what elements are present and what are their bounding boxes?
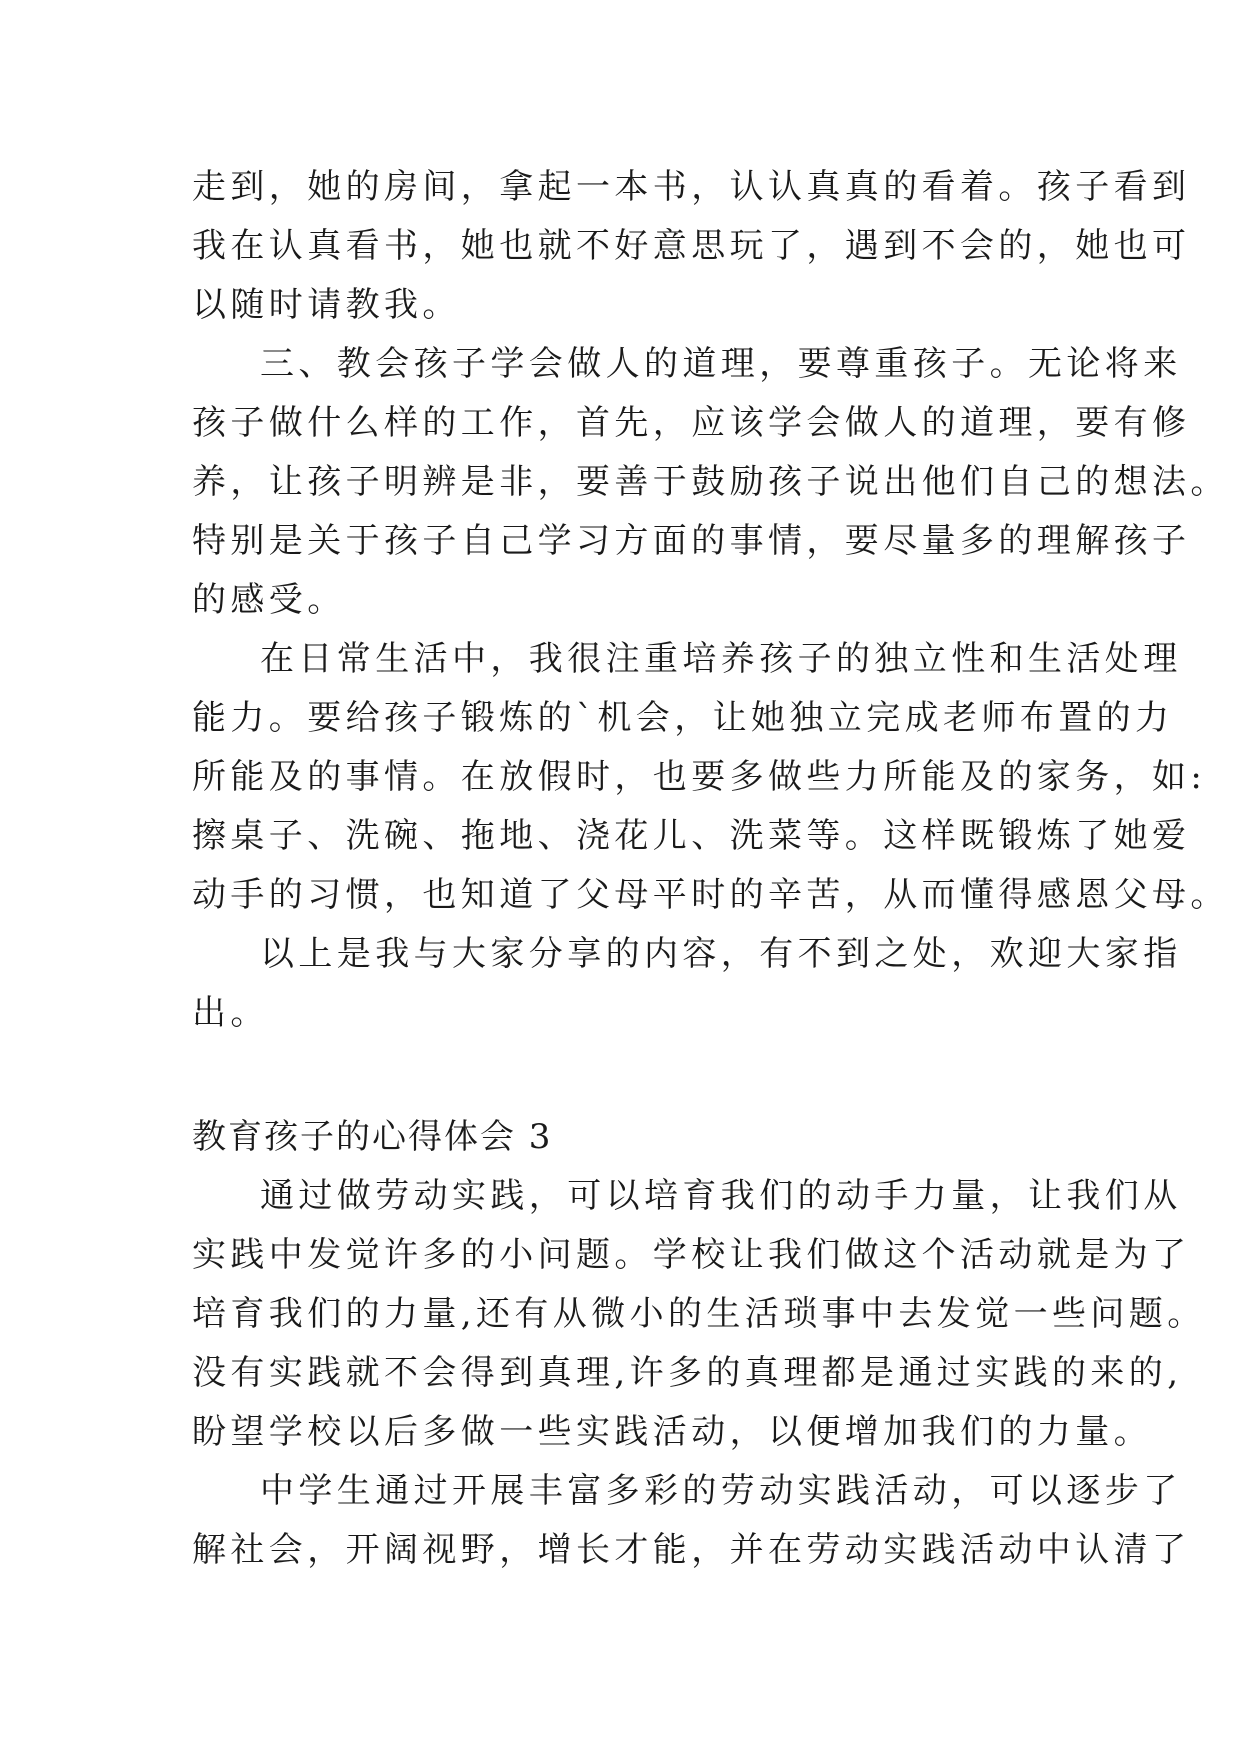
section-heading	[192, 1108, 1052, 1167]
text-line: 出。	[192, 993, 269, 1033]
text-line: 走到，她的房间，拿起一本书，认认真真的看着。孩子看到	[192, 167, 1191, 207]
text-line: 中学生通过开展丰富多彩的劳动实践活动，可以逐步了	[260, 1471, 1182, 1511]
text-line: 所能及的事情。在放假时，也要多做些力所能及的家务，如:	[192, 757, 1207, 797]
text-line: 我在认真看书，她也就不好意思玩了，遇到不会的，她也可	[192, 226, 1191, 266]
text-line: 的感受。	[192, 580, 346, 620]
text-line: 动手的习惯，也知道了父母平时的辛苦，从而懂得感恩父母。	[192, 875, 1229, 915]
paragraph	[192, 335, 1229, 630]
text-line: 实践中发觉许多的小问题。学校让我们做这个活动就是为了	[192, 1235, 1191, 1275]
paragraph	[192, 1167, 1206, 1462]
text-line: 培育我们的力量,还有从微小的生活琐事中去发觉一些问题。	[192, 1294, 1206, 1334]
text-line: 特别是关于孩子自己学习方面的事情，要尽量多的理解孩子	[192, 521, 1191, 561]
text-line: 三、教会孩子学会做人的道理，要尊重孩子。无论将来	[260, 344, 1182, 384]
text-line: 以上是我与大家分享的内容，有不到之处，欢迎大家指	[260, 934, 1182, 974]
text-line: 孩子做什么样的工作，首先，应该学会做人的道理，要有修	[192, 403, 1191, 443]
text-line: 盼望学校以后多做一些实践活动，以便增加我们的力量。	[192, 1412, 1152, 1452]
text-line: 在日常生活中，我很注重培养孩子的独立性和生活处理	[260, 639, 1182, 679]
paragraph	[192, 158, 1191, 335]
text-line: 以随时请教我。	[192, 285, 461, 325]
paragraph	[192, 630, 1229, 925]
section-heading-text: 教育孩子的心得体会 3	[192, 1117, 553, 1157]
text-line: 解社会，开阔视野，增长才能，并在劳动实践活动中认清了	[192, 1530, 1191, 1570]
text-line: 擦桌子、洗碗、拖地、浇花儿、洗菜等。这样既锻炼了她爱	[192, 816, 1191, 856]
paragraph	[192, 1462, 1191, 1580]
text-line: 通过做劳动实践，可以培育我们的动手力量，让我们从	[260, 1176, 1182, 1216]
text-line: 养，让孩子明辨是非，要善于鼓励孩子说出他们自己的想法。	[192, 462, 1229, 502]
paragraph	[192, 925, 1182, 1043]
text-line: 能力。要给孩子锻炼的`机会，让她独立完成老师布置的力	[192, 698, 1174, 738]
document-body	[192, 158, 1229, 1580]
text-line: 没有实践就不会得到真理,许多的真理都是通过实践的来的,	[192, 1353, 1183, 1393]
